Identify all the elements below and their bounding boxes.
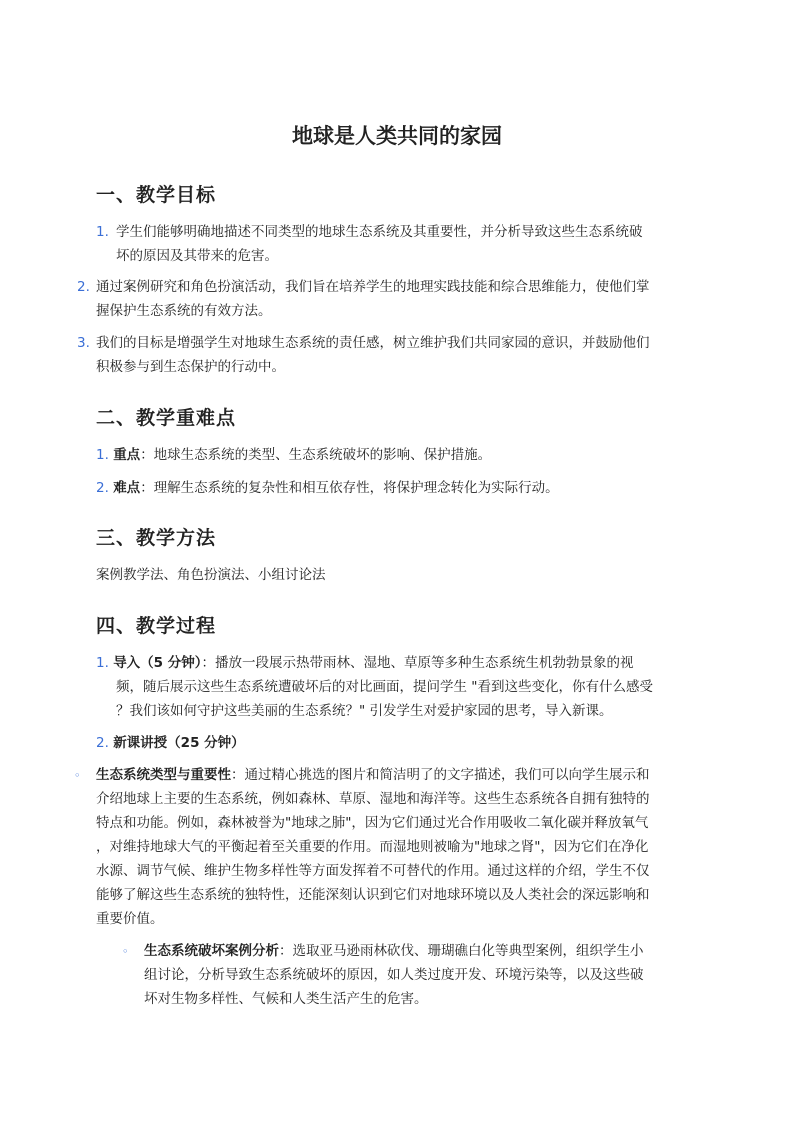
list-number: 1.: [96, 224, 109, 240]
list-item: 2. 难点：理解生态系统的复杂性和相互依存性，将保护理念转化为实际行动。: [96, 480, 559, 496]
bullet-text: ，对维持地球大气的平衡起着至关重要的作用。而湿地则被喻为"地球之肾"，因为它们在净化: [96, 839, 649, 855]
methods-text: 案例教学法、角色扮演法、小组讨论法: [96, 567, 326, 583]
list-item: 1. 导入（5 分钟）：播放一段展示热带雨林、湿地、草原等多种生态系统生机勃勃景象的视: [96, 655, 634, 671]
heading-keypoints: 二、教学重难点: [96, 407, 237, 429]
list-item-text: 坏的原因及其带来的危害。: [116, 248, 278, 264]
bullet-text: 能够了解这些生态系统的独特性，还能深刻认识到它们对地球环境以及人类社会的深远影响和: [96, 887, 650, 903]
bullet-item: 生态系统类型与重要性：通过精心挑选的图片和简洁明了的文字描述，我们可以向学生展示和: [96, 767, 650, 783]
list-number: 2.: [77, 279, 90, 295]
bullet-text: 特点和功能。例如，森林被誉为"地球之肺"，因为它们通过光合作用吸收二氧化碳并释放氧气: [96, 815, 649, 831]
list-item: 2. 新课讲授（25 分钟）: [96, 735, 245, 751]
bullet-item: 生态系统破坏案例分析：选取亚马逊雨林砍伐、珊瑚礁白化等典型案例，组织学生小: [144, 943, 644, 959]
heading-goals: 一、教学目标: [96, 184, 217, 206]
list-item: 1. 重点：地球生态系统的类型、生态系统破坏的影响、保护措施。: [96, 447, 492, 463]
list-item-text: 我们的目标是增强学生对地球生态系统的责任感，树立维护我们共同家园的意识，并鼓励他们: [96, 335, 650, 351]
list-item-text: 通过案例研究和角色扮演活动，我们旨在培养学生的地理实践技能和综合思维能力，使他们掌: [96, 279, 650, 295]
list-item-text: ？我们该如何守护这些美丽的生态系统？" 引发学生对爱护家园的思考，导入新课。: [116, 703, 613, 719]
bullet-text: 重要价值。: [96, 911, 164, 927]
bullet-text: 组讨论，分析导致生态系统破坏的原因，如人类过度开发、环境污染等，以及这些破: [144, 967, 644, 983]
list-item-text: 积极参与到生态保护的行动中。: [96, 359, 285, 375]
heading-methods: 三、教学方法: [96, 527, 217, 549]
bullet-text: 水源、调节气候、维护生物多样性等方面发挥着不可替代的作用。通过这样的介绍，学生不仅: [96, 863, 650, 879]
list-item-text: 频，随后展示这些生态系统遭破坏后的对比画面，提问学生 "看到这些变化，你有什么感受: [116, 679, 653, 695]
bullet-icon: ◦: [122, 945, 129, 958]
bullet-text: 介绍地球上主要的生态系统，例如森林、草原、湿地和海洋等。这些生态系统各自拥有独特的: [96, 791, 650, 807]
bullet-icon: ◦: [74, 769, 81, 782]
page-title: 地球是人类共同的家园: [292, 124, 502, 148]
heading-process: 四、教学过程: [96, 615, 217, 637]
bullet-text: 坏对生物多样性、气候和人类生活产生的危害。: [144, 991, 428, 1007]
list-item-text: 学生们能够明确地描述不同类型的地球生态系统及其重要性，并分析导致这些生态系统破: [116, 224, 643, 240]
list-number: 3.: [77, 335, 90, 351]
list-item-text: 握保护生态系统的有效方法。: [96, 303, 272, 319]
